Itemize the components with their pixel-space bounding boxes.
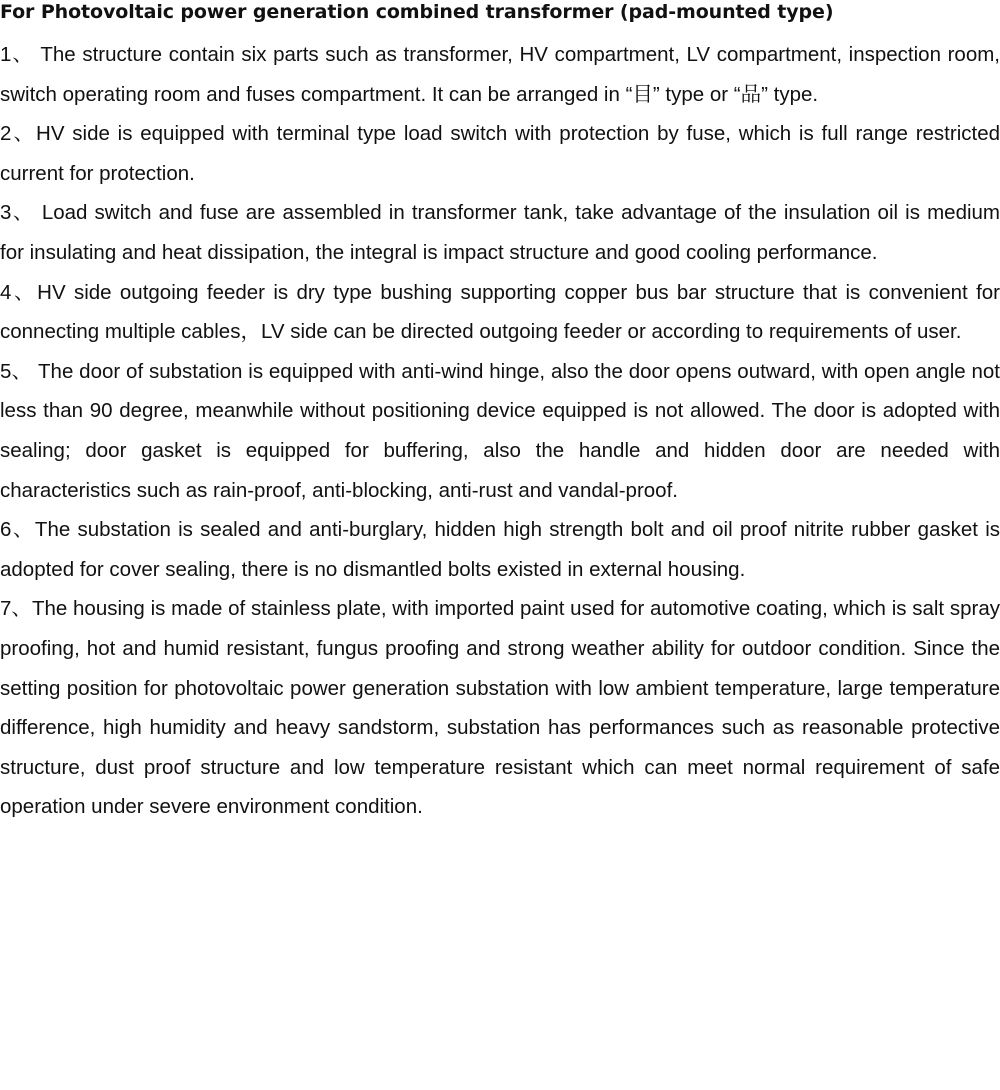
paragraph-6: 6、The substation is sealed and anti-burglary, hidden high strength bolt and oil proof nitrite rubber gasket is adopted for cover sealing, there is no dismantled bolts existed in external housing. <box>0 518 1000 581</box>
document-title: For Photovoltaic power generation combined transformer (pad-mounted type) <box>0 1 834 23</box>
paragraph-4: 4、HV side outgoing feeder is dry type bushing supporting copper bus bar structure that is convenient for connecting multiple cables，LV side can be directed outgoing feeder or according to requirements of user. <box>0 280 1000 344</box>
paragraph-5: 5、 The door of substation is equipped with anti-wind hinge, also the door opens outward, with open angle not less than 90 degree, meanwhile without positioning device equipped is not allowed. The door is adopted with sealing; door gasket is equipped for buffering, also the handle and hidden door are needed with characteristics such as rain-proof, anti-blocking, anti-rust and vandal-proof. <box>0 359 1000 502</box>
paragraph-1: 1、 The structure contain six parts such as transformer, HV compartment, LV compartment, inspection room, switch operating room and fuses compartment. It can be arranged in “目” type or “品” type. <box>0 43 1000 106</box>
paragraph-3: 3、 Load switch and fuse are assembled in transformer tank, take advantage of the insulation oil is medium for insulating and heat dissipation, the integral is impact structure and good cooling performance. <box>0 201 1000 264</box>
paragraph-7: 7、The housing is made of stainless plate, with imported paint used for automotive coating, which is salt spray proofing, hot and humid resistant, fungus proofing and strong weather ability for outdoor condition. Since the setting position for photovoltaic power generation substation with low ambient temperature, large temperature difference, high humidity and heavy sandstorm, substation has performances such as reasonable protective structure, dust proof structure and low temperature resistant which can meet normal requirement of safe operation under severe environment condition. <box>0 597 1000 819</box>
paragraph-2: 2、HV side is equipped with terminal type load switch with protection by fuse, which is full range restricted current for protection. <box>0 122 1000 185</box>
